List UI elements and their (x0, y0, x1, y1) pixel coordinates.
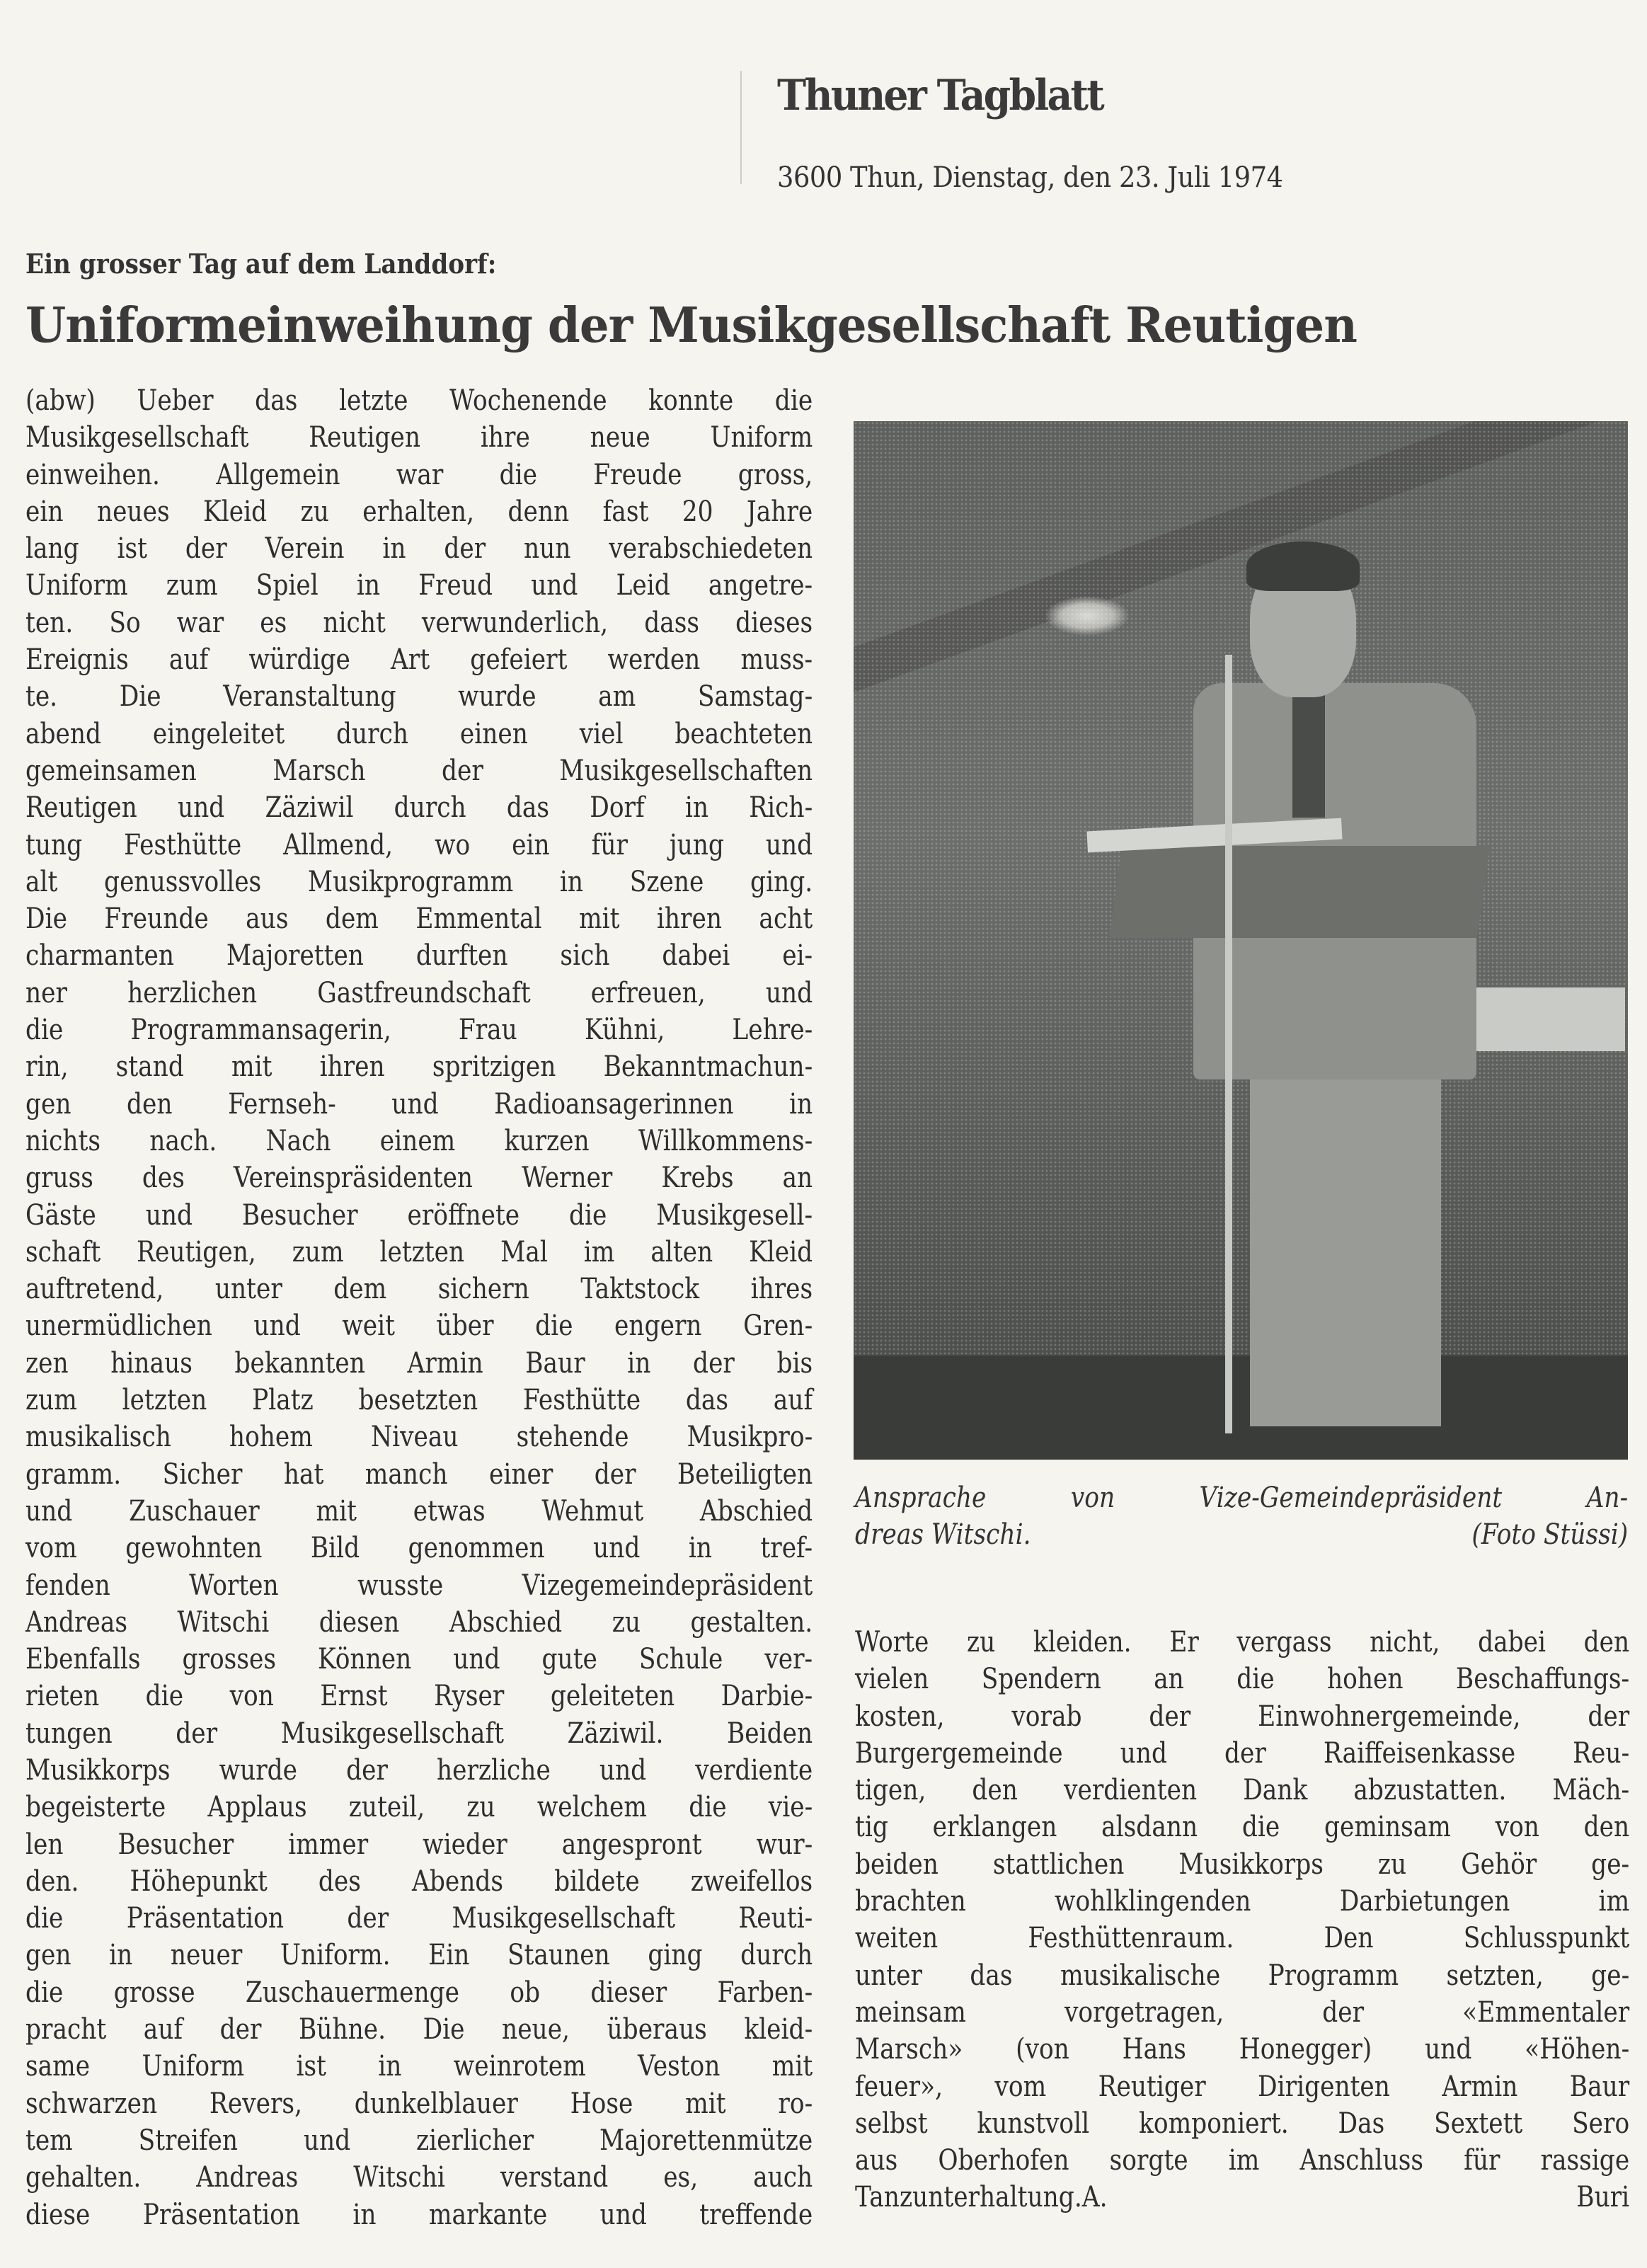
body-text-line: unermüdlichen und weit über die engern Gren- (25, 1310, 813, 1343)
masthead-divider (740, 71, 742, 184)
body-text-line: rin, stand mit ihren spritzigen Bekanntmachun- (25, 1050, 813, 1084)
body-text-line: alt genussvolles Musikprogramm in Szene ging. (25, 865, 813, 898)
body-text-line: charmanten Majoretten durften sich dabei ei- (25, 939, 813, 973)
body-text-line: begeisterte Applaus zuteil, zu welchem die vie- (25, 1791, 813, 1824)
body-text-line: tigen, den verdienten Dank abzustatten. Mäch- (855, 1774, 1630, 1807)
body-text-line: unter das musikalische Programm setzten, ge- (855, 1959, 1630, 1992)
body-text-line: te. Die Veranstaltung wurde am Samstag- (25, 680, 813, 714)
body-text-line: die grosse Zuschauermenge ob dieser Farben- (25, 1976, 813, 2009)
body-text-line: Gäste und Besucher eröffnete die Musikgesell- (25, 1198, 813, 1232)
body-text-line: same Uniform ist in weinrotem Veston mit (25, 2050, 813, 2083)
body-text-line: brachten wohlklingenden Darbietungen im (855, 1885, 1630, 1918)
body-text-line: tungen der Musikgesellschaft Zäziwil. Beiden (25, 1717, 813, 1750)
body-text-line: zen hinaus bekannten Armin Baur in der bis (25, 1346, 813, 1380)
caption-line: dreas Witschi. (855, 1518, 1031, 1551)
body-text-line: meinsam vorgetragen, der «Emmentaler (855, 1995, 1630, 2029)
body-text-line: ten. So war es nicht verwunderlich, dass dieses (25, 606, 813, 639)
body-text-line: Burgergemeinde und der Raiffeisenkasse Reu- (855, 1736, 1630, 1770)
body-text-line: den. Höhepunkt des Abends bildete zweifellos (25, 1865, 813, 1898)
body-text-line: gen in neuer Uniform. Ein Staunen ging durch (25, 1939, 813, 1972)
article-kicker: Ein grosser Tag auf dem Landdorf: (25, 248, 497, 280)
body-text-line: abend eingeleitet durch einen viel beachteten (25, 717, 813, 750)
photo-caption (855, 1479, 1628, 1553)
article-body-left-column (25, 382, 813, 2233)
body-text-line: ein neues Kleid zu erhalten, denn fast 20 Jahre (25, 495, 813, 528)
body-text-line: vom gewohnten Bild genommen und in tref- (25, 1532, 813, 1565)
body-text-line: gramm. Sicher hat manch einer der Beteiligten (25, 1457, 813, 1491)
body-text-line: die Programmansagerin, Frau Kühni, Lehre- (25, 1014, 813, 1047)
body-text-line: Tanzunterhaltung. (855, 2181, 1082, 2214)
body-text-line: tig erklangen alsdann die geminsam von den (855, 1811, 1630, 1844)
body-text-line: einweihen. Allgemein war die Freude gross, (25, 458, 813, 491)
body-text-line: rieten die von Ernst Ryser geleiteten Darbie- (25, 1680, 813, 1713)
body-text-line: Reutigen und Zäziwil durch das Dorf in Rich- (25, 791, 813, 825)
dateline: 3600 Thun, Dienstag, den 23. Juli 1974 (777, 161, 1283, 194)
body-text-line: nichts nach. Nach einem kurzen Willkommens- (25, 1124, 813, 1157)
body-text-line: (abw) Ueber das letzte Wochenende konnte die (25, 384, 813, 417)
body-text-line: kosten, vorab der Einwohnergemeinde, der (855, 1700, 1630, 1733)
body-text-line: Uniform zum Spiel in Freud und Leid angetre- (25, 569, 813, 602)
body-text-line: ner herzlichen Gastfreundschaft erfreuen, und (25, 976, 813, 1009)
article-body-right-column (855, 1624, 1629, 2216)
body-text-line: schaft Reutigen, zum letzten Mal im alten Kleid (25, 1235, 813, 1268)
article-headline: Uniformeinweihung der Musikgesellschaft Reutigen (25, 297, 1357, 354)
body-text-line: Andreas Witschi diesen Abschied zu gestalten. (25, 1605, 813, 1639)
body-text-line: fenden Worten wusste Vizegemeindepräsident (25, 1569, 813, 1602)
body-text-line: musikalisch hohem Niveau stehende Musikpro- (25, 1421, 813, 1454)
body-text-line: Marsch» (von Hans Honegger) und «Höhen- (855, 2033, 1630, 2066)
body-text-line: len Besucher immer wieder angespront wur- (25, 1828, 813, 1861)
photo-stage-floor (854, 1356, 1628, 1460)
body-text-line: selbst kunstvoll komponiert. Das Sextett Sero (855, 2107, 1630, 2140)
body-text-line: diese Präsentation in markante und treffende (25, 2198, 813, 2231)
body-text-line: Ereignis auf würdige Art gefeiert werden muss- (25, 643, 813, 677)
body-text-line: Ebenfalls grosses Können und gute Schule ver- (25, 1643, 813, 1676)
body-text-line: Musikgesellschaft Reutigen ihre neue Uniform (25, 421, 813, 454)
body-text-line: Worte zu kleiden. Er vergass nicht, dabei den (855, 1626, 1630, 1659)
body-text-line: gehalten. Andreas Witschi verstand es, auch (25, 2161, 813, 2194)
body-text-line: auftretend, unter dem sichern Taktstock ihres (25, 1273, 813, 1306)
photo-speaker-legs (1250, 1058, 1441, 1426)
author-signature: A. Buri (1081, 2181, 1630, 2214)
body-text-line: die Präsentation der Musikgesellschaft Reuti- (25, 1902, 813, 1935)
body-text-line: zum letzten Platz besetzten Festhütte das auf (25, 1384, 813, 1417)
body-text-line: tung Festhütte Allmend, wo ein für jung und (25, 828, 813, 861)
body-text-line: Die Freunde aus dem Emmental mit ihren acht (25, 903, 813, 936)
article-photo (854, 421, 1628, 1460)
body-text-line: aus Oberhofen sorgte im Anschluss für rassige (855, 2144, 1630, 2177)
body-text-line: gemeinsamen Marsch der Musikgesellschaften (25, 754, 813, 787)
closing-line (855, 2179, 1629, 2216)
photo-credit: (Foto Stüssi) (1471, 1518, 1629, 1551)
body-text-line: weiten Festhüttenraum. Den Schlusspunkt (855, 1922, 1630, 1955)
body-text-line: schwarzen Revers, dunkelblauer Hose mit ro- (25, 2087, 813, 2120)
body-text-line: lang ist der Verein in der nun verabschiedeten (25, 532, 813, 566)
body-text-line: pracht auf der Bühne. Die neue, überaus kleid- (25, 2013, 813, 2046)
photo-speaker-hair (1246, 542, 1360, 591)
body-text-line: tem Streifen und zierlicher Majorettenmütze (25, 2124, 813, 2157)
body-text-line: feuer», vom Reutiger Dirigenten Armin Baur (855, 2070, 1630, 2103)
caption-line: Ansprache von Vize-Gemeindepräsident An- (855, 1482, 1629, 1514)
body-text-line: und Zuschauer mit etwas Wehmut Abschied (25, 1494, 813, 1528)
photo-microphone-stand (1225, 655, 1232, 1433)
body-text-line: beiden stattlichen Musikkorps zu Gehör ge- (855, 1848, 1630, 1881)
body-text-line: gruss des Vereinspräsidenten Werner Krebs an (25, 1162, 813, 1195)
photo-speaker-tie (1292, 690, 1325, 818)
body-text-line: gen den Fernseh- und Radioansagerinnen in (25, 1087, 813, 1121)
body-text-line: vielen Spendern an die hohen Beschaffungs- (855, 1663, 1630, 1696)
photo-lectern (1109, 846, 1490, 938)
newspaper-masthead: Thuner Tagblatt (777, 71, 1103, 120)
body-text-line: Musikkorps wurde der herzliche und verdiente (25, 1753, 813, 1787)
